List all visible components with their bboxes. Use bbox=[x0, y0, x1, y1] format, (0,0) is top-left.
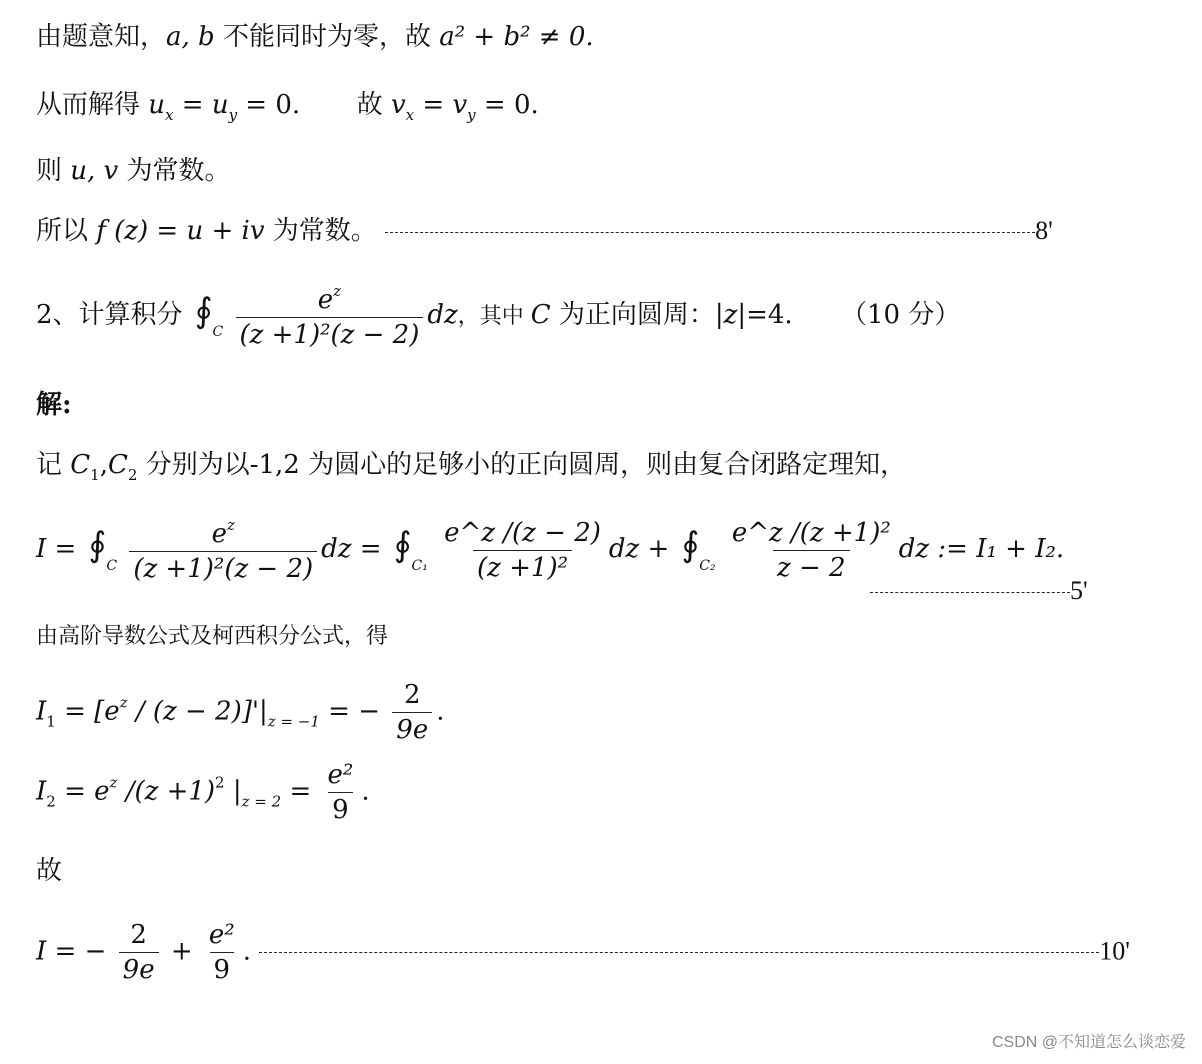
line-therefore bbox=[36, 858, 62, 884]
sub-1: 1 bbox=[90, 466, 100, 484]
text: = − bbox=[46, 936, 107, 967]
math-u: u bbox=[211, 90, 229, 120]
numerator: e² bbox=[327, 760, 354, 790]
math-v: v bbox=[390, 90, 406, 120]
score-leader bbox=[870, 592, 1070, 593]
sub-x: x bbox=[405, 106, 415, 124]
num-exp: z bbox=[333, 282, 342, 300]
fraction-3 bbox=[728, 517, 895, 583]
contour-label: C bbox=[212, 323, 224, 340]
text: + bbox=[162, 936, 201, 967]
text: = 0. bbox=[237, 90, 301, 120]
math-expr: a² + b² ≠ 0. bbox=[439, 22, 594, 52]
solution-heading bbox=[36, 392, 72, 418]
text: 为常数。 bbox=[118, 156, 231, 186]
denominator: 9e bbox=[392, 712, 432, 743]
text: 所以 bbox=[36, 216, 97, 246]
dz: dz bbox=[321, 534, 352, 564]
text: = bbox=[46, 534, 85, 564]
eval-sub: z = −1 bbox=[267, 712, 320, 731]
line-uv-constant bbox=[36, 158, 231, 184]
text: 则 bbox=[36, 156, 71, 186]
sub-y: y bbox=[467, 106, 476, 124]
numerator: e^z /(z +1)² bbox=[731, 517, 891, 548]
contour-integral-icon: $∮_{C_1}$ bbox=[393, 524, 428, 574]
dz: dz bbox=[608, 534, 640, 564]
math-I: I bbox=[36, 776, 47, 807]
sub-2: 2 bbox=[46, 792, 56, 811]
math: = [e bbox=[55, 696, 120, 727]
sub-x: x bbox=[165, 106, 174, 124]
denominator: 9 bbox=[328, 792, 353, 823]
math-f: f (z) = u + iv bbox=[96, 216, 265, 246]
text: 由题意知， bbox=[36, 22, 167, 52]
text: 2、计算积分 bbox=[36, 300, 191, 330]
eval-sub: z = 2 bbox=[241, 792, 282, 811]
line-nonzero bbox=[36, 24, 594, 50]
score-mark: 5' bbox=[1070, 576, 1088, 605]
text: = bbox=[173, 90, 212, 120]
numerator: e² bbox=[208, 920, 235, 950]
text: . bbox=[436, 696, 445, 727]
fraction bbox=[392, 682, 432, 743]
numerator: 2 bbox=[130, 920, 147, 950]
numerator: e^z /(z − 2) bbox=[444, 517, 601, 548]
text: ，其中 bbox=[457, 304, 531, 329]
sub-1: 1 bbox=[46, 712, 56, 731]
sub-2: 2 bbox=[127, 466, 138, 484]
numerator: 2 bbox=[403, 680, 421, 710]
math-I: I bbox=[36, 534, 47, 564]
fraction-1 bbox=[129, 518, 317, 582]
text: , bbox=[99, 450, 108, 480]
fraction bbox=[324, 762, 358, 823]
text: = − bbox=[319, 696, 389, 727]
denominator: (z +1)² bbox=[473, 550, 572, 581]
text: 从而解得 bbox=[36, 90, 149, 120]
math: / (z − 2)]'| bbox=[127, 696, 268, 727]
dz: dz bbox=[427, 300, 458, 330]
math: = e bbox=[55, 776, 110, 807]
math-tail: dz := I₁ + I₂. bbox=[898, 534, 1065, 564]
num-e: e bbox=[317, 285, 334, 315]
line-integral-split bbox=[36, 518, 1064, 582]
denominator: (z +1)²(z − 2) bbox=[129, 551, 317, 582]
num-e: e bbox=[211, 519, 227, 549]
contour-integral-icon: $∮_C$ bbox=[194, 290, 224, 340]
solution-label: 解: bbox=[36, 390, 72, 420]
text: 分别为以-1,2 为圆心的足够小的正向圆周，则由复合闭路定理知， bbox=[137, 450, 907, 480]
line-define-circles bbox=[36, 452, 906, 483]
points-label: （10 分） bbox=[840, 300, 961, 330]
text: = bbox=[414, 90, 453, 120]
contour-integral-icon: $∮_{C_2}$ bbox=[681, 524, 716, 574]
sub-y: y bbox=[228, 106, 238, 124]
line-f-constant bbox=[36, 218, 1053, 244]
text: . bbox=[242, 936, 251, 967]
math-uv: u, v bbox=[70, 156, 119, 186]
math-ab: a, b bbox=[166, 22, 215, 52]
math-C: C bbox=[70, 450, 91, 480]
text: = bbox=[351, 534, 390, 564]
watermark: CSDN @不知道怎么谈恋爱 bbox=[991, 1034, 1186, 1051]
text: . bbox=[361, 776, 370, 807]
math-I: I bbox=[36, 936, 47, 967]
score-leader bbox=[385, 232, 1035, 233]
integrand-fraction bbox=[236, 284, 424, 348]
text: 由高阶导数公式及柯西积分公式，得 bbox=[36, 624, 389, 649]
exp: z bbox=[109, 773, 118, 792]
score-mark: 10' bbox=[1099, 936, 1130, 966]
text: 不能同时为零，故 bbox=[214, 22, 440, 52]
fraction bbox=[119, 922, 159, 983]
text: | bbox=[224, 776, 242, 807]
line-final-answer bbox=[36, 922, 1130, 983]
line-question-2 bbox=[36, 284, 960, 348]
contour-label: C₂ bbox=[699, 557, 716, 574]
denominator: 9 bbox=[210, 952, 235, 983]
line-I2 bbox=[36, 762, 370, 823]
line-derivatives-zero bbox=[36, 92, 539, 123]
exp: z bbox=[119, 693, 128, 712]
score-leader bbox=[259, 952, 1099, 953]
math-I: I bbox=[36, 696, 47, 727]
denominator: (z +1)²(z − 2) bbox=[236, 317, 424, 348]
score-5-row bbox=[870, 578, 1088, 604]
math: /(z +1) bbox=[117, 776, 216, 807]
text: |=4. bbox=[737, 300, 793, 330]
text: 为正向圆周：| bbox=[550, 300, 724, 330]
exp: 2 bbox=[215, 773, 225, 792]
score-mark: 8' bbox=[1035, 216, 1053, 245]
math-z: z bbox=[723, 300, 738, 330]
math-C: C bbox=[107, 450, 128, 480]
contour-label: C bbox=[106, 557, 118, 574]
text: = bbox=[281, 776, 320, 807]
text: = 0. bbox=[475, 90, 539, 120]
fraction-2 bbox=[440, 517, 605, 583]
numerator bbox=[314, 284, 345, 317]
text: 为常数。 bbox=[264, 216, 377, 246]
contour-label: C₁ bbox=[411, 557, 428, 574]
denominator: z − 2 bbox=[773, 550, 850, 581]
text: + bbox=[639, 534, 678, 564]
math-u: u bbox=[148, 90, 166, 120]
num-exp: z bbox=[226, 516, 235, 534]
line-I1 bbox=[36, 682, 444, 743]
fraction bbox=[205, 922, 239, 983]
math-C: C bbox=[530, 300, 551, 330]
numerator bbox=[208, 518, 239, 551]
text: 故 bbox=[36, 856, 63, 886]
text: 记 bbox=[36, 450, 71, 480]
denominator: 9e bbox=[119, 952, 159, 983]
text: 故 bbox=[356, 90, 391, 120]
math-v: v bbox=[452, 90, 468, 120]
contour-integral-icon: $∮_C$ bbox=[88, 524, 118, 574]
line-formula-note bbox=[36, 626, 388, 648]
